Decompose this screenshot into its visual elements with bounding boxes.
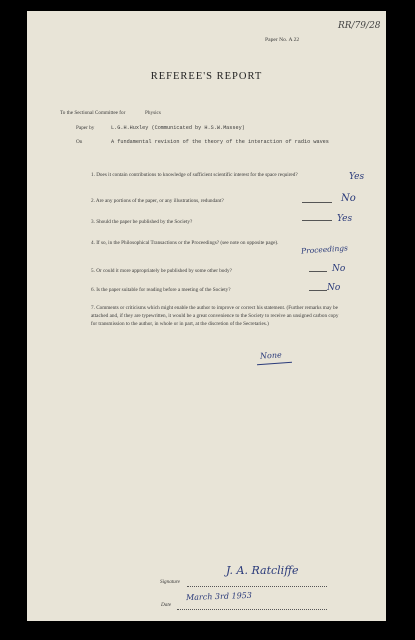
question-3 <box>91 218 301 226</box>
question-6 <box>91 286 306 294</box>
answer-5: No <box>332 264 346 274</box>
question-number: 4. <box>91 240 95 246</box>
question-text: Should the paper be published by the Society? <box>96 219 193 225</box>
answer-line-2 <box>302 202 332 203</box>
answer-2: No <box>341 193 356 204</box>
question-text: Are any portions of the paper, or any illustrations, redundant? <box>95 198 224 204</box>
page-title: REFEREE'S REPORT <box>150 71 263 82</box>
question-number: 2. <box>91 198 95 204</box>
date-value: March 3rd 1953 <box>185 590 253 603</box>
referee-report-form <box>27 11 386 621</box>
to-committee-label: To the Sectional Committee for <box>60 110 126 116</box>
signature-line <box>187 586 327 587</box>
paper-by-label: Paper by <box>76 125 95 131</box>
answer-7: None <box>259 350 282 361</box>
question-4 <box>91 239 336 247</box>
question-number: 6. <box>91 287 95 293</box>
question-text: Does it contain contributions to knowledge of sufficient scientific interest for the space required? <box>96 172 298 178</box>
question-text: Or could it more appropriately be published by some other body? <box>96 268 232 274</box>
on-label: On <box>76 139 83 145</box>
answer-1: Yes <box>349 172 365 182</box>
question-number: 5. <box>91 268 95 274</box>
question-text: If so, in the Philosophical Transactions or the Proceedings? (see note on opposite page). <box>96 240 279 246</box>
question-number: 1. <box>91 172 95 178</box>
answer-line-3 <box>302 220 332 221</box>
answer-6: No <box>327 283 341 293</box>
archive-reference: RR/79/28 <box>338 21 381 31</box>
answer-line-5 <box>309 271 327 272</box>
signature-value: J. A. Ratcliffe <box>226 564 299 577</box>
signature-label: Signature <box>160 579 180 585</box>
question-1 <box>91 171 341 179</box>
paper-number: Paper No. A 22 <box>265 37 300 43</box>
committee-name: Physics <box>145 110 161 116</box>
answer-3: Yes <box>337 214 353 224</box>
question-5 <box>91 267 306 275</box>
question-text: Is the paper suitable for reading before a meeting of the Society? <box>96 287 231 293</box>
paper-title-value: A fundamental revision of the theory of the interaction of radio waves <box>111 139 329 145</box>
author-value: L.G.H.Huxley (Communicated by H.S.W.Massey) <box>111 125 245 131</box>
question-number: 3. <box>91 219 95 225</box>
date-label: Date <box>161 602 172 608</box>
answer-line-6 <box>309 290 327 291</box>
question-text: Comments or criticisms which might enable the author to improve or correct his statement. (Further remarks may be attached and, if they are typewritten, it would be a great convenience to the Society to receive an unsigned carbon copy for transmission to the author, in whole or in part, at the discretion of the Secretaries.) <box>91 305 339 327</box>
date-line <box>177 609 327 610</box>
answer-4: Proceedings <box>300 243 349 256</box>
answer-7-underline <box>257 362 292 365</box>
question-7 <box>91 304 341 328</box>
question-2 <box>91 197 301 205</box>
question-number: 7. <box>91 305 95 311</box>
